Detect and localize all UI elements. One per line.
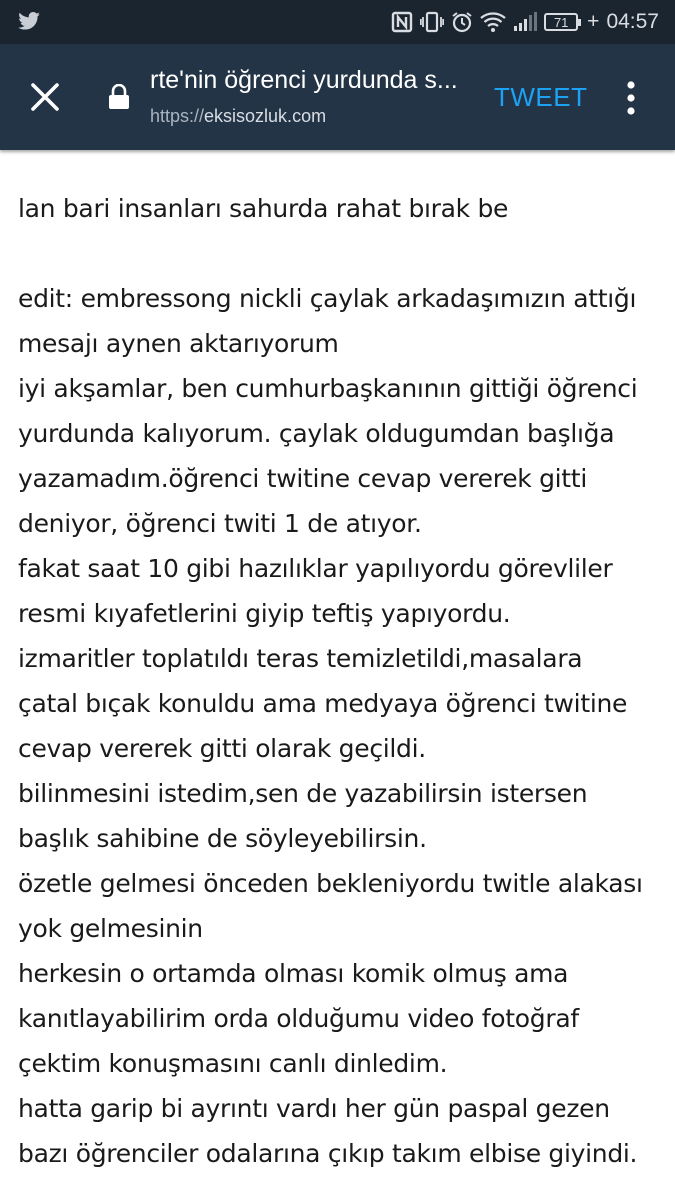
entry-line: iyi akşamlar, ben cumhurbaşkanının gittiği öğrenci <box>18 374 638 403</box>
entry-line: yurdunda kalıyorum. çaylak oldugumdan başlığa <box>18 419 615 448</box>
close-icon[interactable] <box>28 80 62 114</box>
entry-line: izmaritler toplatıldı teras temizletildi,masalara <box>18 644 583 673</box>
paragraph-gap <box>18 231 668 276</box>
lock-icon <box>108 84 130 110</box>
status-icons <box>391 0 659 44</box>
entry-line: kanıtlayabilirim orda olduğumu video fotoğraf <box>18 1004 579 1033</box>
charging-plus: + <box>587 10 600 33</box>
entry-line: özetle gelmesi önceden bekleniyordu twitle alakası <box>18 869 643 898</box>
entry-line: başlık sahibine de söyleyebilirsin. <box>18 824 427 853</box>
battery-icon <box>544 13 578 31</box>
entry-line: bilinmesini istedim,sen de yazabilirsin istersen <box>18 779 588 808</box>
entry-line: edit: embressong nickli çaylak arkadaşımızın attığı <box>18 284 637 313</box>
page-url <box>150 106 326 127</box>
vibrate-icon <box>420 11 444 33</box>
status-bar <box>0 0 675 44</box>
battery-level: 71 <box>553 14 569 30</box>
url-scheme: https:// <box>150 106 205 126</box>
page-title: rte'nin öğrenci yurdunda s... <box>150 66 458 94</box>
browser-toolbar <box>0 44 675 150</box>
entry-line: fakat saat 10 gibi hazılıklar yapılıyordu görevliler <box>18 554 613 583</box>
alarm-icon <box>451 11 473 33</box>
entry-line: yazamadım.öğrenci twitine cevap vererek gitti <box>18 464 587 493</box>
tweet-button[interactable]: TWEET <box>494 82 588 112</box>
twitter-bird-icon <box>18 12 40 30</box>
entry-line: deniyor, öğrenci twiti 1 de atıyor. <box>18 509 422 538</box>
entry-line: cevap vererek gitti olarak geçildi. <box>18 734 426 763</box>
url-host: eksisozluk.com <box>204 106 327 126</box>
entry-line: çatal bıçak konuldu ama medyaya öğrenci twitine <box>18 689 628 718</box>
entry-line: herkesin o ortamda olması komik olmuş ama <box>18 959 569 988</box>
clock: 04:57 <box>606 10 659 33</box>
entry-line: resmi kıyafetlerini giyip teftiş yapıyordu. <box>18 599 511 628</box>
entry-first-line: lan bari insanları sahurda rahat bırak be <box>18 194 509 223</box>
entry-line: hatta garip bi ayrıntı vardı her gün paspal gezen <box>18 1094 610 1123</box>
entry-line: mesajı aynen aktarıyorum <box>18 329 339 358</box>
entry-line: yok gelmesinin <box>18 914 203 943</box>
signal-icon <box>513 11 537 33</box>
entry-line: bazı öğrenciler odalarına çıkıp takım elbise giyindi. <box>18 1139 638 1168</box>
wifi-icon <box>480 11 506 33</box>
entry-content <box>18 186 668 1176</box>
entry-line: çektim konuşmasını canlı dinledim. <box>18 1049 448 1078</box>
more-options-icon[interactable] <box>622 80 640 116</box>
nfc-icon <box>391 11 413 33</box>
